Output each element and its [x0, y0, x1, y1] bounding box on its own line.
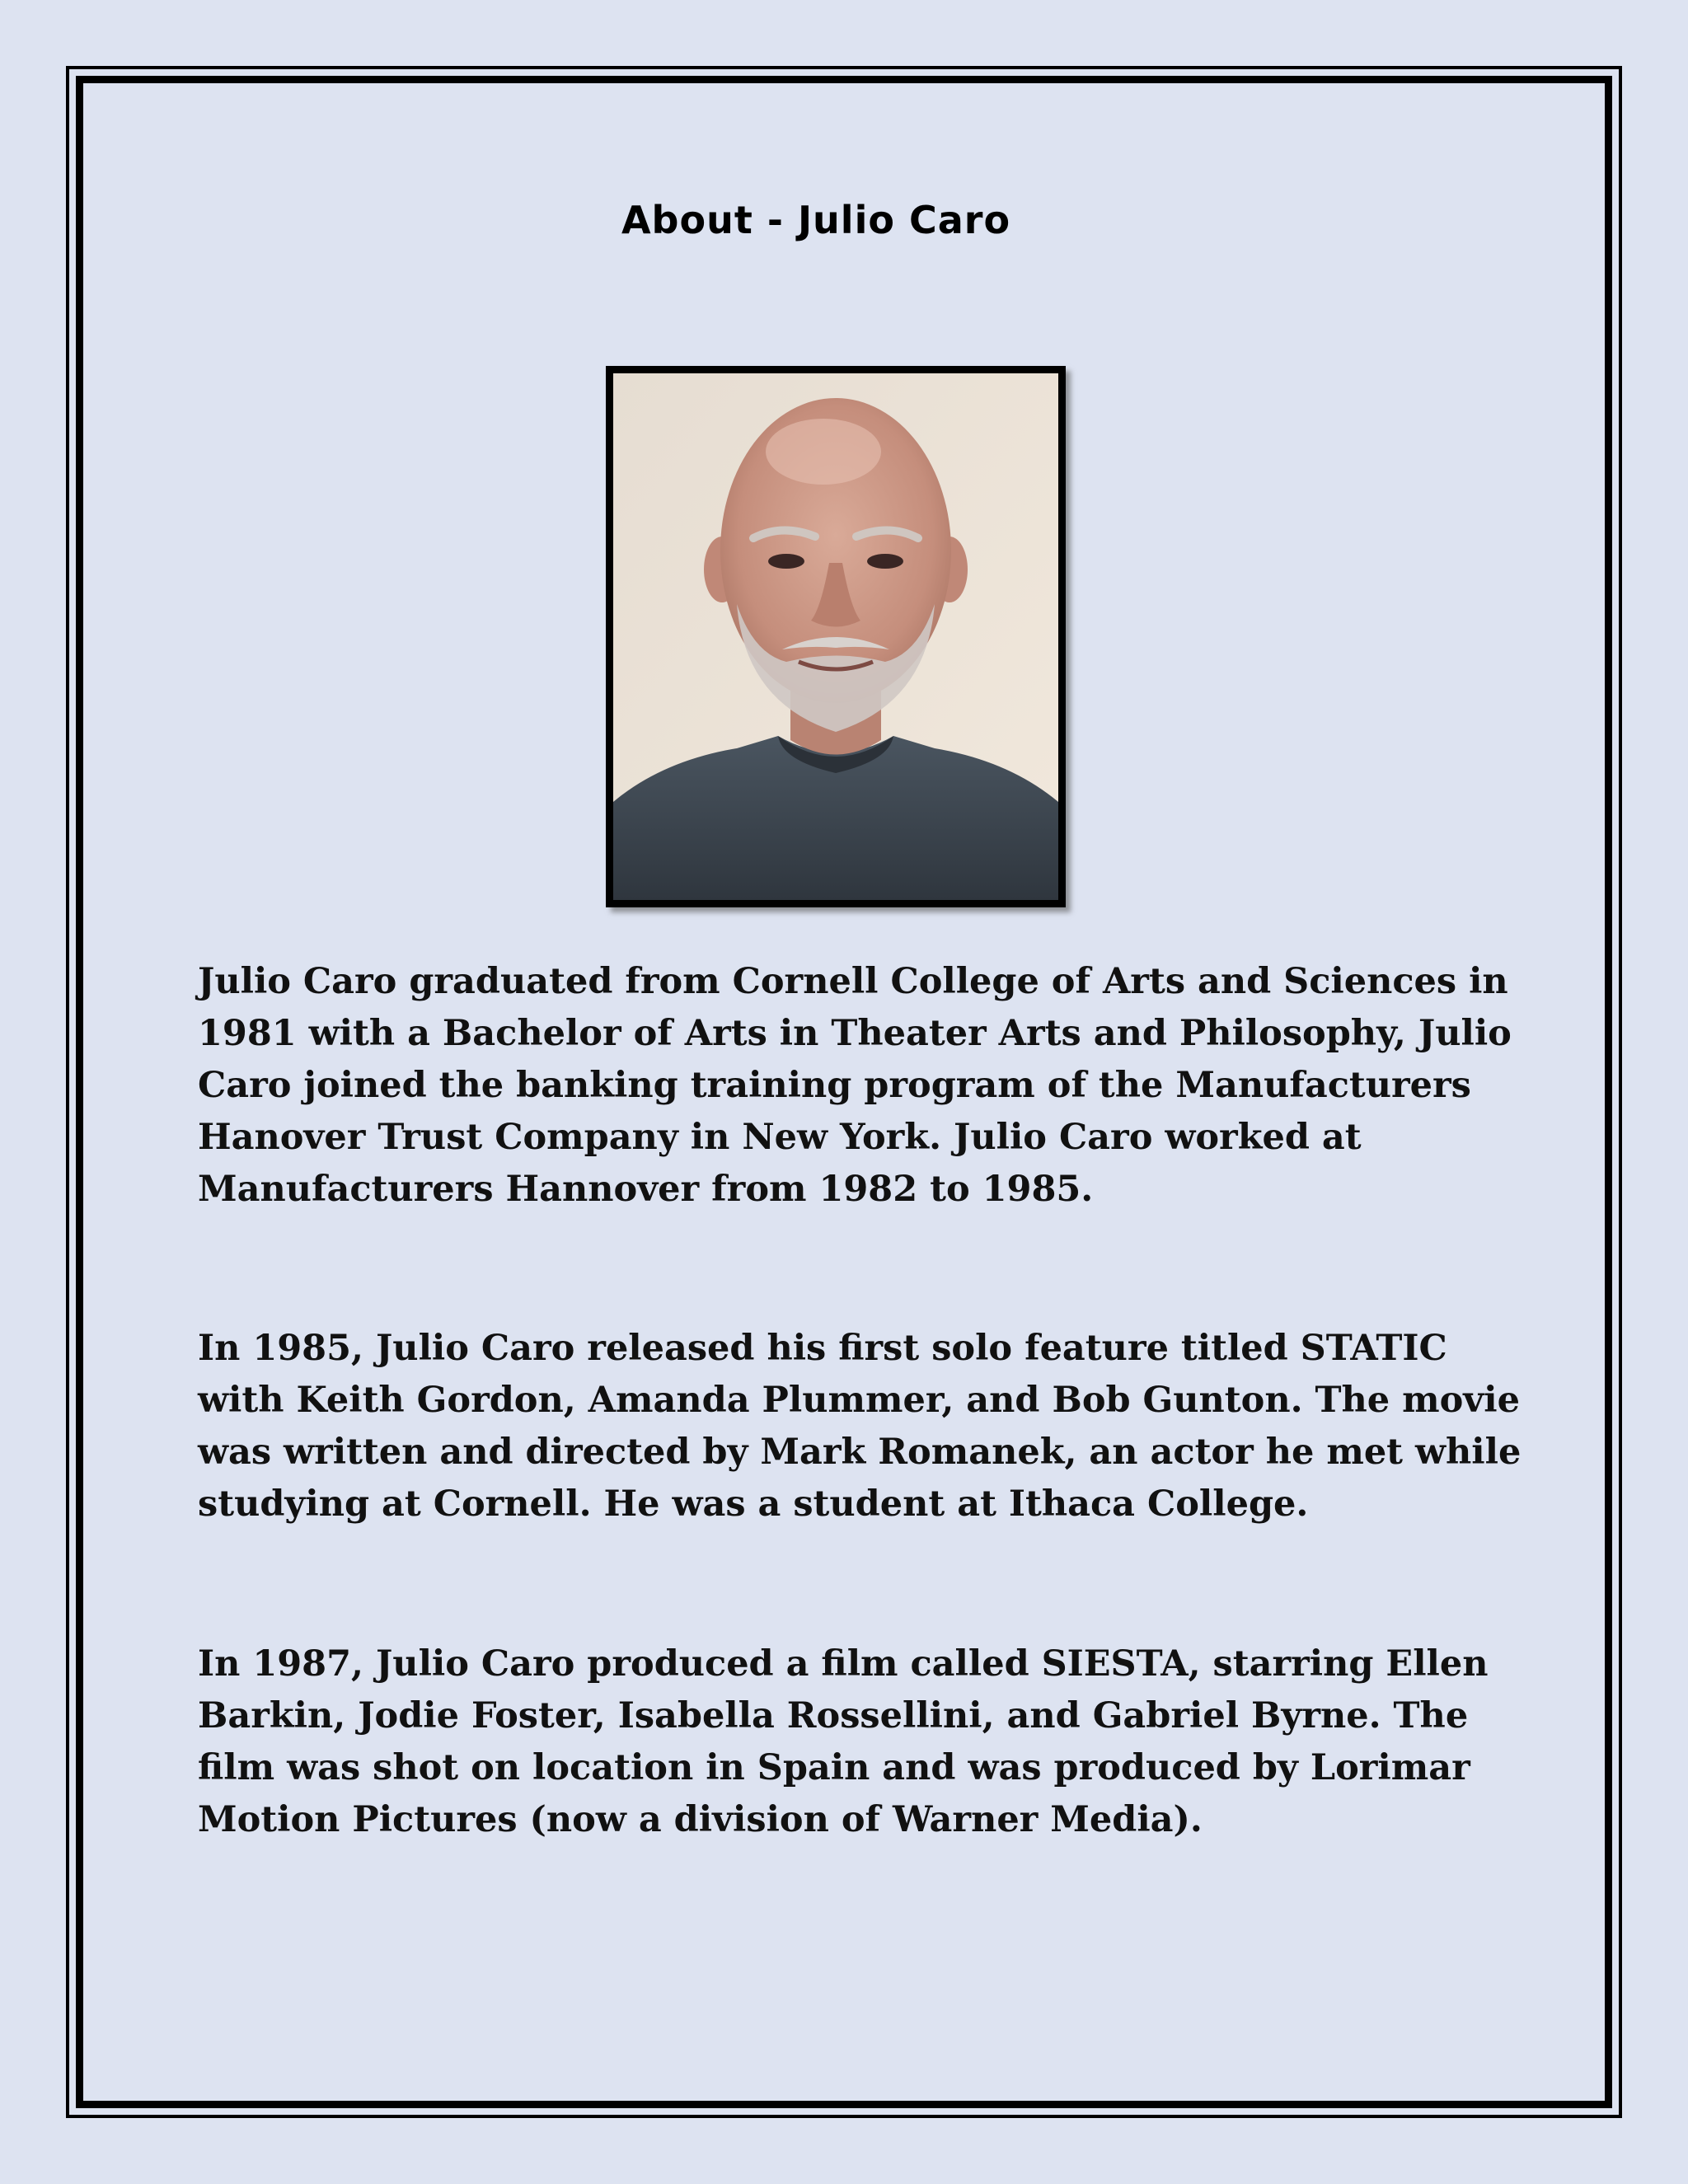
- bio-paragraph-static: In 1985, Julio Caro released his first solo feature titled STATIC with Keith Gordon, Amanda Plummer, and Bob Gunton. The movie was written and directed by Mark Romanek, an actor he met while studying at Cornell. He was a student at Ithaca College.: [198, 1328, 1522, 1525]
- page-title: About - Julio Caro: [621, 198, 1011, 242]
- bio-paragraph-siesta: In 1987, Julio Caro produced a film called SIESTA, starring Ellen Barkin, Jodie Foster, Isabella Rossellini, and Gabriel Byrne. The film was shot on location in Spain and was produced by Lorimar Motion Pictures (now a division of Warner Media).: [198, 1643, 1489, 1840]
- bio-paragraph-education: Julio Caro graduated from Cornell College of Arts and Sciences in 1981 with a Bachelor of Arts in Theater Arts and Philosophy, Julio Caro joined the banking training program of the Manufacturers Hanover Trust Company in New York. Julio Caro worked at Manufacturers Hannover from 1982 to 1985.: [198, 961, 1512, 1210]
- portrait-photo: [606, 366, 1066, 907]
- portrait-image: [613, 373, 1058, 900]
